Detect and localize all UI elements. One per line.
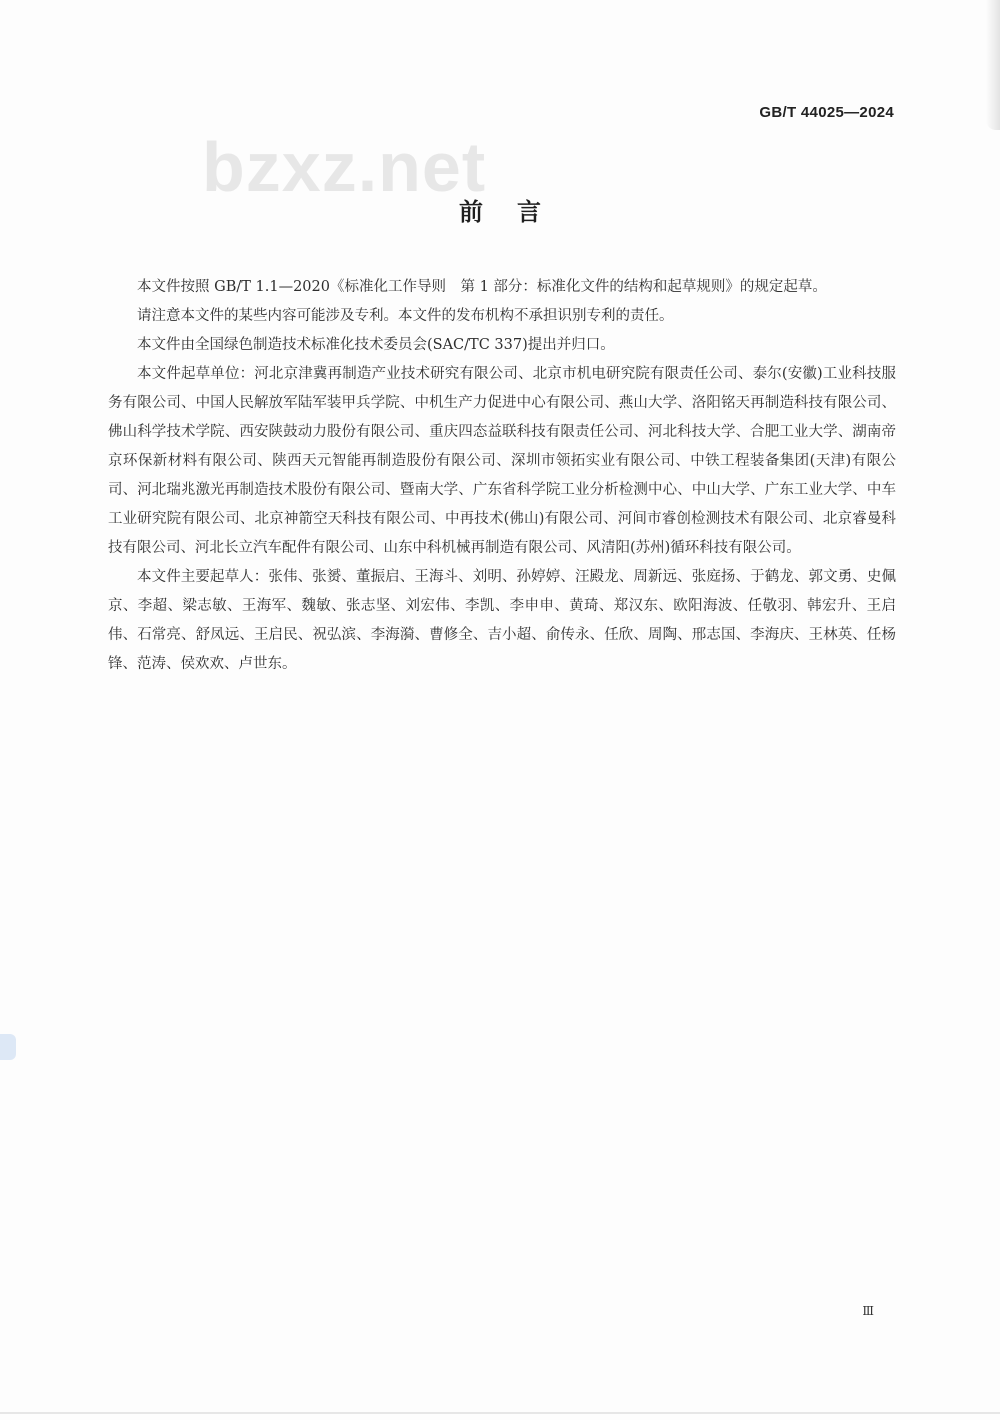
side-tab-marker bbox=[0, 1034, 16, 1060]
paragraph-drafting-units: 本文件起草单位：河北京津冀再制造产业技术研究有限公司、北京市机电研究院有限责任公司、泰尔(安徽)工业科技服务有限公司、中国人民解放军陆军装甲兵学院、中机生产力促进中心有限公司、燕山大学、洛阳铭天再制造科技有限公司、佛山科学技术学院、西安陕鼓动力股份有限公司、重庆四态益联科技有限责任公司、河北科技大学、合肥工业大学、湖南帝京环保新材料有限公司、陕西天元智能再制造股份有限公司、深圳市领拓实业有限公司、中铁工程装备集团(天津)有限公司、河北瑞兆激光再制造技术股份有限公司、暨南大学、广东省科学院工业分析检测中心、中山大学、广东工业大学、中车工业研究院有限公司、北京神箭空天科技有限公司、中再技术(佛山)有限公司、河间市睿创检测技术有限公司、北京睿曼科技有限公司、河北长立汽车配件有限公司、山东中科机械再制造有限公司、风清阳(苏州)循环科技有限公司。 bbox=[108, 366, 896, 556]
paragraph-drafting-rules: 本文件按照 GB/T 1.1—2020《标准化工作导则 第 1 部分：标准化文件的结构和起草规则》的规定起草。 bbox=[137, 279, 827, 295]
page-edge-shadow bbox=[986, 0, 1000, 130]
paragraph-patent-notice: 请注意本文件的某些内容可能涉及专利。本文件的发布机构不承担识别专利的责任。 bbox=[137, 308, 674, 324]
watermark-text: bzxz.net bbox=[202, 128, 487, 206]
paragraph-committee: 本文件由全国绿色制造技术标准化技术委员会(SAC/TC 337)提出并归口。 bbox=[137, 337, 615, 353]
page-bottom-edge bbox=[0, 1412, 1000, 1414]
standard-number: GB/T 44025—2024 bbox=[759, 104, 894, 121]
page-title: 前言 bbox=[459, 198, 575, 226]
page-number: Ⅲ bbox=[862, 1304, 874, 1318]
foreword-body bbox=[108, 273, 896, 679]
paragraph-drafters: 本文件主要起草人：张伟、张赟、董振启、王海斗、刘明、孙婷婷、汪殿龙、周新远、张庭扬、于鹤龙、郭文勇、史佩京、李超、梁志敏、王海军、魏敏、张志坚、刘宏伟、李凯、李申申、黄琦、郑汉东、欧阳海波、任敬羽、韩宏升、王启伟、石常亮、舒凤远、王启民、祝弘滨、李海漪、曹修全、吉小超、俞传永、任欣、周陶、邢志国、李海庆、王林英、任杨锋、范涛、侯欢欢、卢世东。 bbox=[108, 569, 896, 672]
